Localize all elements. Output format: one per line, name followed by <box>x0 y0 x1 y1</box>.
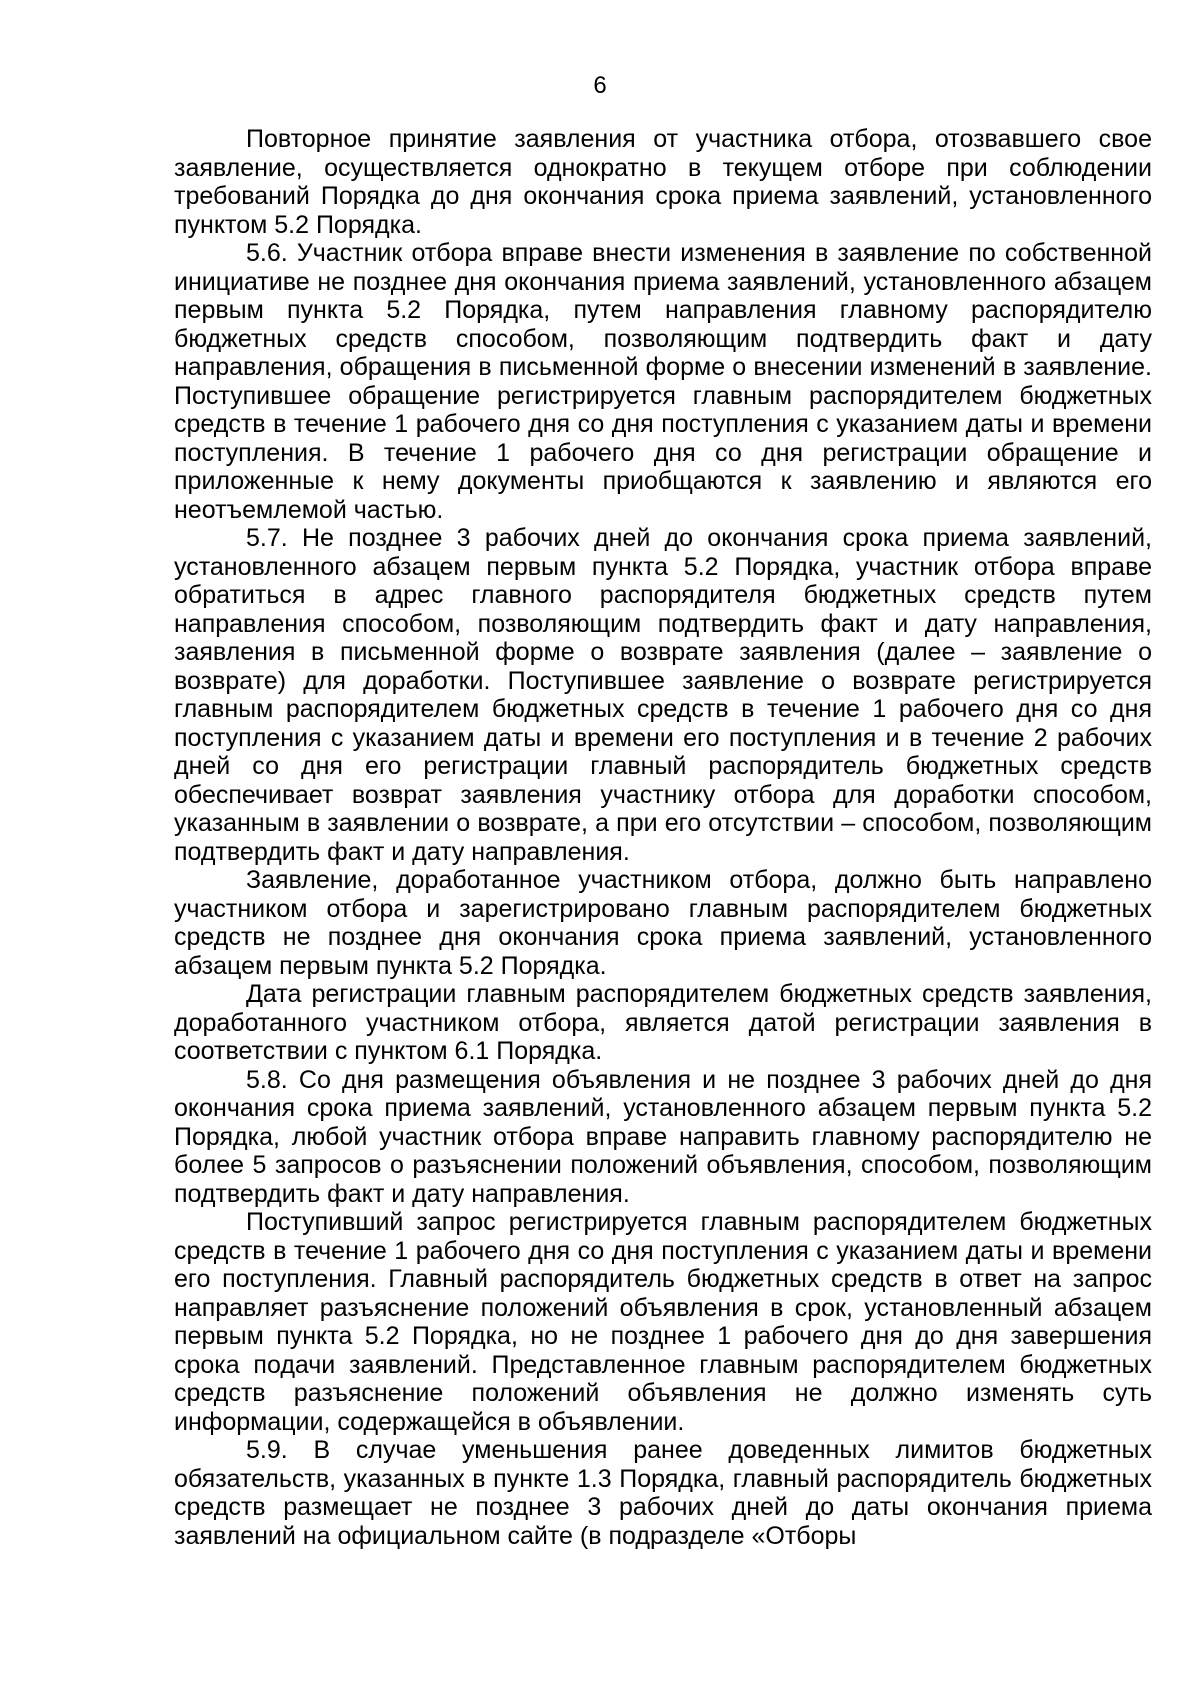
paragraph-5-8: 5.8. Со дня размещения объявления и не позднее 3 рабочих дней до дня окончания срока приема заявлений, установленного абзацем первым пункта 5.2 Порядка, любой участник отбора вправе направить главному распорядителю не более 5 запросов о разъяснении положений объявления, способом, позволяющим подтвердить факт и дату направления. <box>174 1065 1152 1208</box>
paragraph-5-7: 5.7. Не позднее 3 рабочих дней до окончания срока приема заявлений, установленного абзацем первым пункта 5.2 Порядка, участник отбора вправе обратиться в адрес главного распорядителя бюджетных средств путем направления способом, позволяющим подтвердить факт и дату направления, заявления в письменной форме о возврате заявления (далее – заявление о возврате) для доработки. Поступившее заявление о возврате регистрируется главным распорядителем бюджетных средств в течение 1 рабочего дня со дня поступления с указанием даты и времени его поступления и в течение 2 рабочих дней со дня его регистрации главный распорядитель бюджетных средств обеспечивает возврат заявления участнику отбора для доработки способом, указанным в заявлении о возврате, а при его отсутствии – способом, позволяющим подтвердить факт и дату направления. <box>174 524 1152 866</box>
paragraph-registration-date: Дата регистрации главным распорядителем бюджетных средств заявления, доработанного участником отбора, является датой регистрации заявления в соответствии с пунктом 6.1 Порядка. <box>174 980 1152 1065</box>
paragraph-5-6: 5.6. Участник отбора вправе внести изменения в заявление по собственной инициативе не позднее дня окончания приема заявлений, установленного абзацем первым пункта 5.2 Порядка, путем направления главному распорядителю бюджетных средств способом, позволяющим подтвердить факт и дату направления, обращения в письменной форме о внесении изменений в заявление. Поступившее обращение регистрируется главным распорядителем бюджетных средств в течение 1 рабочего дня со дня поступления с указанием даты и времени поступления. В течение 1 рабочего дня со дня регистрации обращение и приложенные к нему документы приобщаются к заявлению и являются его неотъемлемой частью. <box>174 239 1152 524</box>
paragraph-5-9: 5.9. В случае уменьшения ранее доведенных лимитов бюджетных обязательств, указанных в пункте 1.3 Порядка, главный распорядитель бюджетных средств размещает не позднее 3 рабочих дней до даты окончания приема заявлений на официальном сайте (в подразделе «Отборы <box>174 1436 1152 1550</box>
document-body <box>174 125 1152 1550</box>
paragraph-resubmission: Повторное принятие заявления от участника отбора, отозвавшего свое заявление, осуществляется однократно в текущем отборе при соблюдении требований Порядка до дня окончания срока приема заявлений, установленного пунктом 5.2 Порядка. <box>174 125 1152 239</box>
page-number: 6 <box>593 72 607 99</box>
paragraph-revised-application: Заявление, доработанное участником отбора, должно быть направлено участником отбора и зарегистрировано главным распорядителем бюджетных средств не позднее дня окончания срока приема заявлений, установленного абзацем первым пункта 5.2 Порядка. <box>174 866 1152 980</box>
paragraph-request-registration: Поступивший запрос регистрируется главным распорядителем бюджетных средств в течение 1 рабочего дня со дня поступления с указанием даты и времени его поступления. Главный распорядитель бюджетных средств в ответ на запрос направляет разъяснение положений объявления в срок, установленный абзацем первым пункта 5.2 Порядка, но не позднее 1 рабочего дня до дня завершения срока подачи заявлений. Представленное главным распорядителем бюджетных средств разъяснение положений объявления не должно изменять суть информации, содержащейся в объявлении. <box>174 1208 1152 1436</box>
